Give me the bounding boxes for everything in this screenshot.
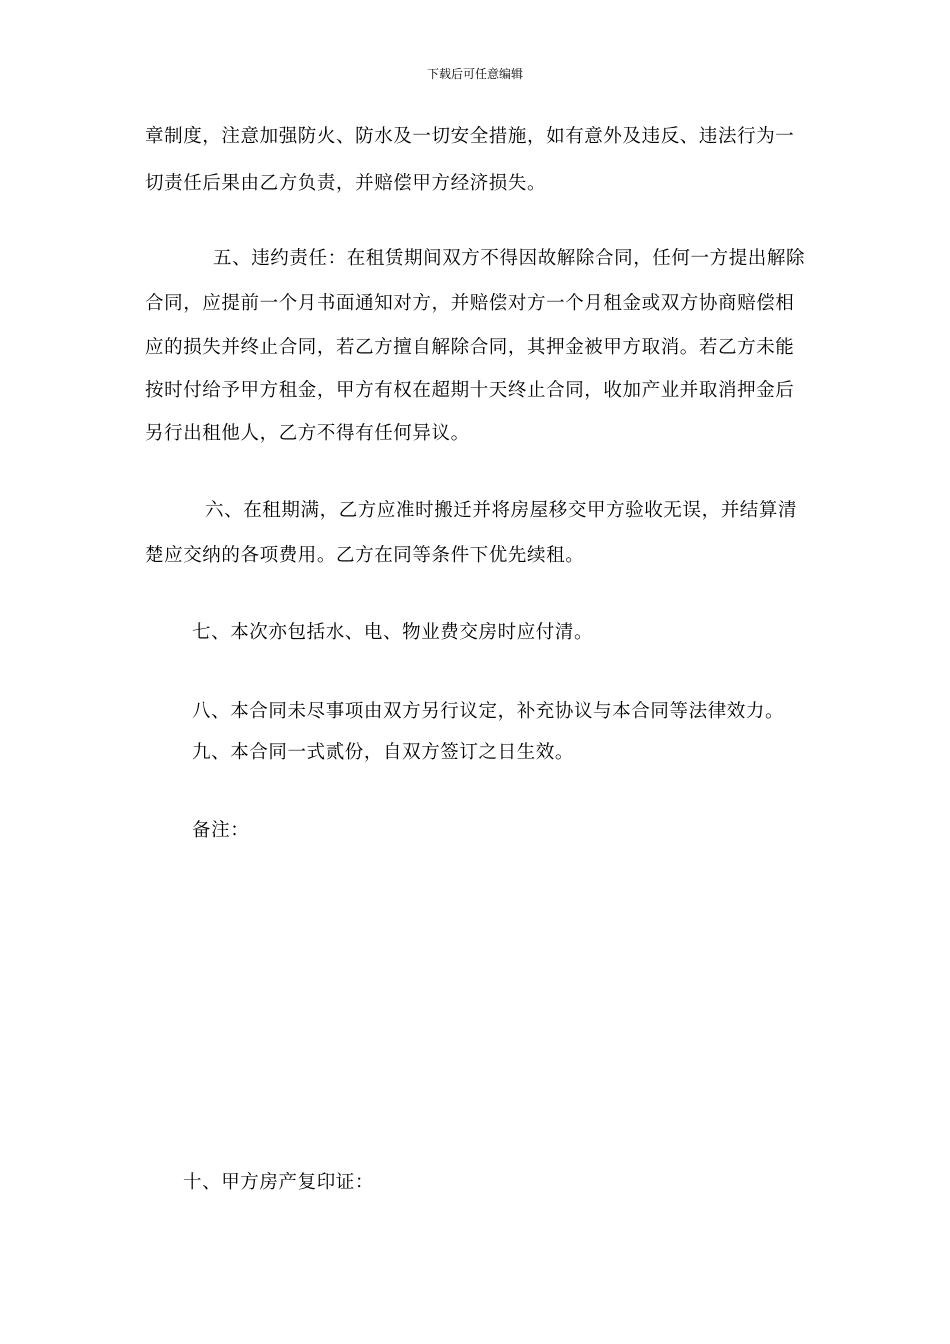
clause-five-line: 应的损失并终止合同，若乙方擅自解除合同，其押金被甲方取消。若乙方未能 xyxy=(145,337,795,358)
page-header-note: 下载后可任意编辑 xyxy=(426,67,523,81)
clause-six-line: 六、在租期满，乙方应准时搬迁并将房屋移交甲方验收无误，并结算清 xyxy=(205,500,798,521)
clause-five-line: 按时付给予甲方租金，甲方有权在超期十天终止合同，收加产业并取消押金后 xyxy=(145,380,795,401)
clause-nine: 九、本合同一式贰份，自双方签订之日生效。 xyxy=(192,742,575,763)
remark-label: 备注： xyxy=(192,820,250,841)
clause-seven: 七、本次亦包括水、电、物业费交房时应付清。 xyxy=(192,622,594,643)
paragraph-line: 切责任后果由乙方负责，并赔偿甲方经济损失。 xyxy=(145,173,547,194)
clause-eight: 八、本合同未尽事项由双方另行议定，补充协议与本合同等法律效力。 xyxy=(192,701,785,722)
clause-ten: 十、甲方房产复印证： xyxy=(183,1172,375,1193)
clause-five-line: 合同，应提前一个月书面通知对方，并赔偿对方一个月租金或双方协商赔偿相 xyxy=(145,293,795,314)
clause-five-line: 另行出租他人，乙方不得有任何异议。 xyxy=(145,423,470,444)
clause-six-line: 楚应交纳的各项费用。乙方在同等条件下优先续租。 xyxy=(145,545,585,566)
clause-five-line: 五、违约责任：在租赁期间双方不得因故解除合同，任何一方提出解除 xyxy=(213,248,806,269)
paragraph-line: 章制度，注意加强防火、防水及一切安全措施，如有意外及违反、违法行为一 xyxy=(145,126,795,147)
